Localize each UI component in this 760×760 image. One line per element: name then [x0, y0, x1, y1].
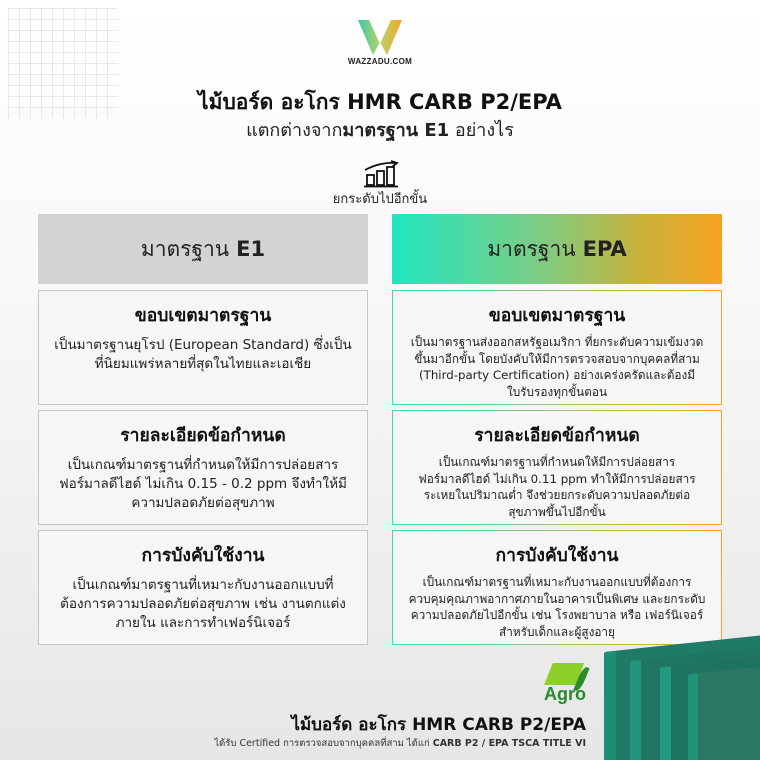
- card-title: รายละเอียดข้อกำหนด: [474, 426, 640, 446]
- footer-sub-bold: CARB P2 / EPA TSCA TITLE VI: [432, 738, 586, 749]
- card-title: ขอบเขตมาตรฐาน: [134, 306, 272, 326]
- column-header-e1: [38, 214, 368, 284]
- wazzadu-w-logo-icon: [357, 18, 403, 56]
- e1-requirements-card: [38, 410, 368, 525]
- card-text: เป็นมาตรฐานยุโรป (European Standard) ซึ่งเป็นที่นิยมแพร่หลายที่สุดในไทยและเอเชีย: [54, 337, 352, 372]
- footer-subtitle: [214, 736, 586, 751]
- card-text: เป็นเกณฑ์มาตรฐานที่เหมาะกับงานออกแบบที่ต้องการความปลอดภัยต่อสุขภาพ เช่น งานตกแต่งภายใน และการทำเฟอร์นิเจอร์: [60, 577, 346, 631]
- e1-scope-card: [38, 290, 368, 405]
- column-label-bold: EPA: [582, 237, 627, 261]
- wazzadu-logo[interactable]: [330, 18, 430, 66]
- e1-usage-card: [38, 530, 368, 645]
- page-subtitle: [0, 115, 760, 144]
- footer-sub-prefix: ได้รับ Certified การตรวจสอบจากบุคคลที่สาม ได้แก่: [214, 738, 433, 749]
- card-text: เป็นเกณฑ์มาตรฐานที่กำหนดให้มีการปล่อยสารฟอร์มาลดีไฮด์ ไม่เกิน 0.15 - 0.2 ppm จึงทำให้มีความปลอดภัยต่อสุขภาพ: [59, 457, 347, 511]
- column-label-bold: E1: [236, 237, 266, 261]
- subtitle-prefix: แตกต่างจาก: [246, 120, 343, 141]
- card-text: เป็นเกณฑ์มาตรฐานที่เหมาะกับงานออกแบบที่ต้องการควบคุมคุณภาพอากาศภายในอาคารเป็นพิเศษ และยกระดับความปลอดภัยไปอีกขั้น เช่น โรงพยาบาล หรือ เฟอร์นิเจอร์สำหรับเด็กและผู้สูงอายุ: [408, 575, 706, 639]
- subtitle-suffix: อย่างไร: [449, 120, 514, 141]
- column-label: มาตรฐาน: [140, 236, 230, 261]
- card-title: รายละเอียดข้อกำหนด: [120, 426, 286, 446]
- growth-chart-icon: [362, 160, 402, 188]
- column-header-epa: [392, 214, 722, 284]
- footer-title: ไม้บอร์ด อะโกร HMR CARB P2/EPA: [291, 715, 586, 735]
- card-title: การบังคับใช้งาน: [495, 546, 619, 566]
- card-text: เป็นมาตรฐานส่งออกสหรัฐอเมริกา ที่ยกระดับความเข้มงวดขึ้นมาอีกขั้น โดยบังคับให้มีการตรวจสอบจากบุคคลที่สาม (Third-party Certification) อย่างเคร่งครัดและต้องมีใบรับรองทุกขั้นตอน: [410, 335, 704, 399]
- upgrade-label: ยกระดับไปอีกขั้น: [332, 192, 428, 207]
- green-hmr-boards-image: [600, 635, 760, 760]
- agro-wordmark: Agro: [544, 684, 586, 704]
- agro-logo[interactable]: [540, 660, 590, 708]
- epa-scope-card: [392, 290, 722, 405]
- column-label: มาตรฐาน: [487, 236, 576, 261]
- page-title: ไม้บอร์ด อะโกร HMR CARB P2/EPA: [198, 90, 562, 114]
- brand-name: WAZZADU.COM: [347, 57, 413, 66]
- epa-requirements-card: [392, 410, 722, 525]
- epa-usage-card: [392, 530, 722, 645]
- card-text: เป็นเกณฑ์มาตรฐานที่กำหนดให้มีการปล่อยสารฟอร์มาลดีไฮด์ ไม่เกิน 0.11 ppm ทำให้มีการปล่อยสารระเหยในปริมาณต่ำ จึงช่วยยกระดับความปลอดภัยต่อสุขภาพขึ้นไปอีกขั้น: [418, 455, 696, 519]
- card-title: ขอบเขตมาตรฐาน: [488, 306, 626, 326]
- card-title: การบังคับใช้งาน: [141, 546, 265, 566]
- subtitle-bold: มาตรฐาน E1: [342, 120, 450, 141]
